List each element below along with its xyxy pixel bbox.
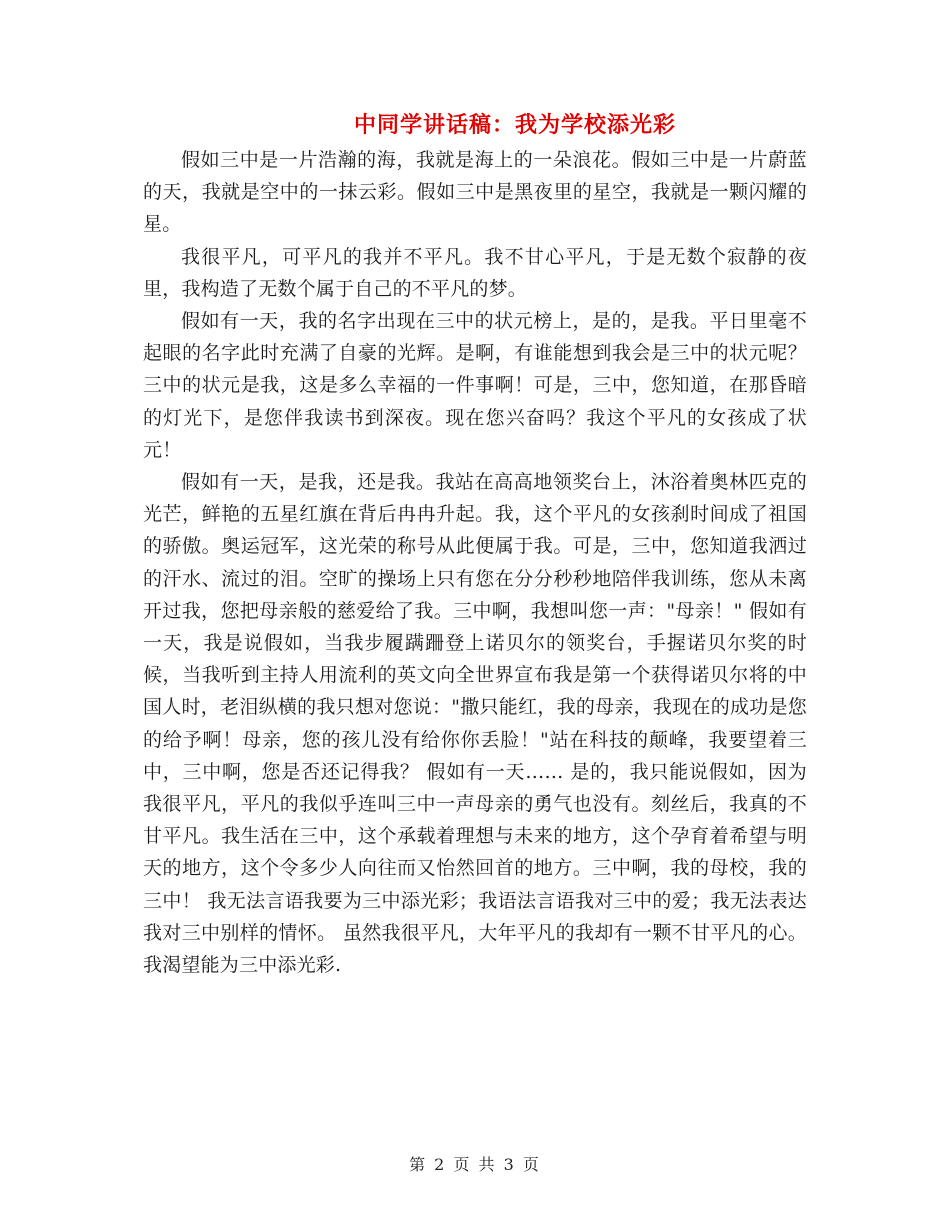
paragraph-3: 假如有一天，我的名字出现在三中的状元榜上，是的，是我。平日里毫不起眼的名字此时充满了自豪的光辉。是啊，有谁能想到我会是三中的状元呢？三中的状元是我，这是多么幸福的一件事啊！可是，三中，您知道，在那昏暗的灯光下，是您伴我读书到深夜。现在您兴奋吗？我这个平凡的女孩成了状元！ (143, 310, 807, 461)
document-body (143, 144, 807, 981)
page-footer: 第 2 页 共 3 页 (409, 1155, 541, 1174)
paragraph-4: 假如有一天，是我，还是我。我站在高高地领奖台上，沐浴着奥林匹克的光芒，鲜艳的五星红旗在背后冉冉升起。我，这个平凡的女孩刹时间成了祖国的骄傲。奥运冠军，这光荣的称号从此便属于我。可是，三中，您知道我洒过的汗水、流过的泪。空旷的操场上只有您在分分秒秒地陪伴我训练，您从未离开过我，您把母亲般的慈爱给了我。三中啊，我想叫您一声："母亲！" 假如有一天，我是说假如，当我步履蹒跚登上诺贝尔的领奖台，手握诺贝尔奖的时候，当我听到主持人用流利的英文向全世界宣布我是第一个获得诺贝尔将的中国人时，老泪纵横的我只想对您说："撒只能红，我的母亲，我现在的成功是您的给予啊！母亲，您的孩儿没有给你你丢脸！"站在科技的颠峰，我要望着三中，三中啊，您是否还记得我？ 假如有一天…… 是的，我只能说假如，因为我很平凡，平凡的我似乎连叫三中一声母亲的勇气也没有。刻丝后，我真的不甘平凡。我生活在三中，这个承载着理想与未来的地方，这个孕育着希望与明天的地方，这个令多少人向往而又怡然回首的地方。三中啊，我的母校，我的三中！ 我无法言语我要为三中添光彩；我语法言语我对三中的爱；我无法表达我对三中别样的情怀。 虽然我很平凡，大年平凡的我却有一颗不甘平凡的心。我渴望能为三中添光彩. (143, 471, 807, 977)
document-title: 中同学讲话稿：我为学校添光彩 (353, 112, 676, 138)
paragraph-2: 我很平凡，可平凡的我并不平凡。我不甘心平凡，于是无数个寂静的夜里，我构造了无数个属于自己的不平凡的梦。 (143, 245, 807, 300)
paragraph-1: 假如三中是一片浩瀚的海，我就是海上的一朵浪花。假如三中是一片蔚蓝的天，我就是空中的一抹云彩。假如三中是黑夜里的星空，我就是一颗闪耀的星。 (143, 149, 807, 236)
